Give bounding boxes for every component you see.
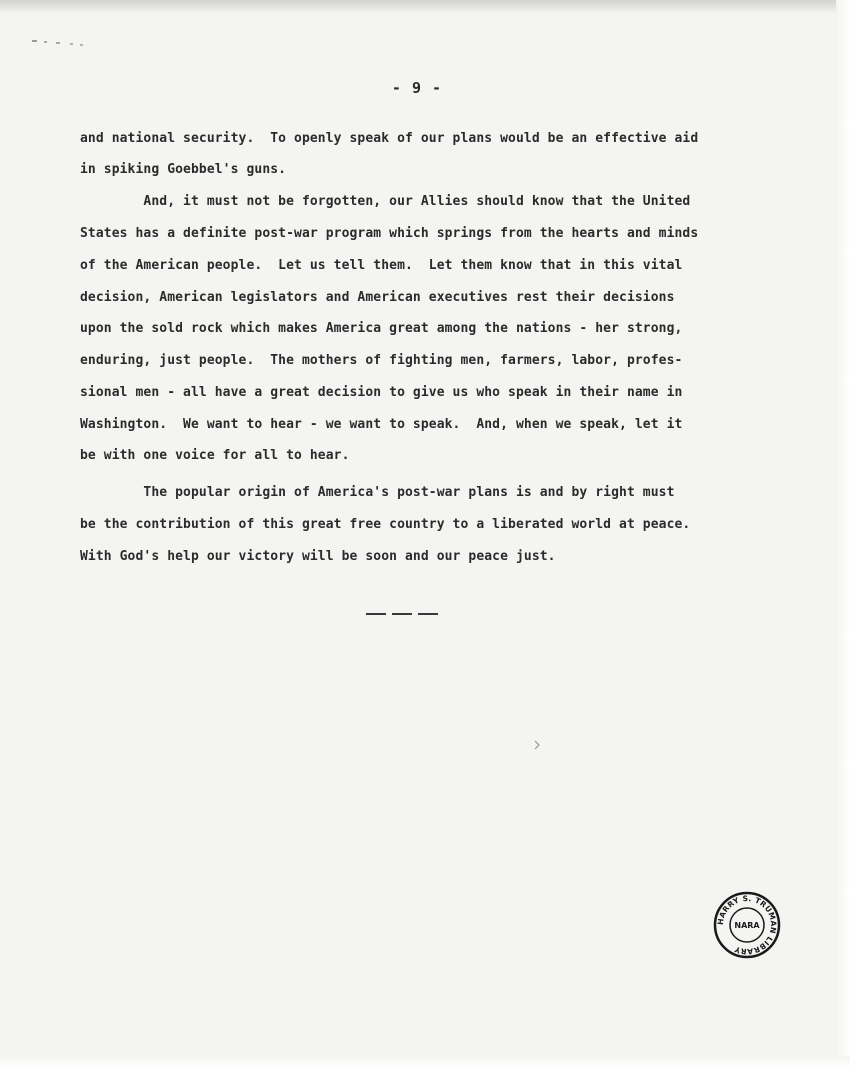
svg-text:HARRY S. TRUMAN LIBRARY: HARRY S. TRUMAN LIBRARY xyxy=(715,893,779,957)
library-stamp xyxy=(713,891,781,959)
scan-top-shadow xyxy=(0,0,850,14)
body-line: decision, American legislators and American executives rest their decisions xyxy=(80,290,675,305)
body-line: of the American people. Let us tell them. Let them know that in this vital xyxy=(80,258,683,273)
body-line: in spiking Goebbel's guns. xyxy=(80,162,287,177)
body-line: States has a definite post-war program which springs from the hearts and minds xyxy=(80,226,699,241)
section-separator xyxy=(366,613,438,617)
scan-mark xyxy=(533,740,541,750)
scan-bottom-edge xyxy=(0,1056,850,1068)
body-line: be the contribution of this great free country to a liberated world at peace. xyxy=(80,517,691,532)
body-line: be with one voice for all to hear. xyxy=(80,448,350,463)
body-line: and national security. To openly speak of our plans would be an effective aid xyxy=(80,131,699,146)
page-number: - 9 - xyxy=(391,79,443,97)
scan-right-edge xyxy=(836,0,850,1068)
body-line: enduring, just people. The mothers of fighting men, farmers, labor, profes- xyxy=(80,353,683,368)
scan-specks xyxy=(30,36,90,48)
body-line: And, it must not be forgotten, our Allies should know that the United xyxy=(80,194,691,209)
body-line: sional men - all have a great decision to give us who speak in their name in xyxy=(80,385,683,400)
body-line: The popular origin of America's post-war plans is and by right must xyxy=(80,485,675,500)
svg-text:NARA: NARA xyxy=(734,921,760,930)
body-line: upon the sold rock which makes America great among the nations - her strong, xyxy=(80,321,683,336)
body-line: With God's help our victory will be soon and our peace just. xyxy=(80,549,556,564)
body-line: Washington. We want to hear - we want to speak. And, when we speak, let it xyxy=(80,417,683,432)
